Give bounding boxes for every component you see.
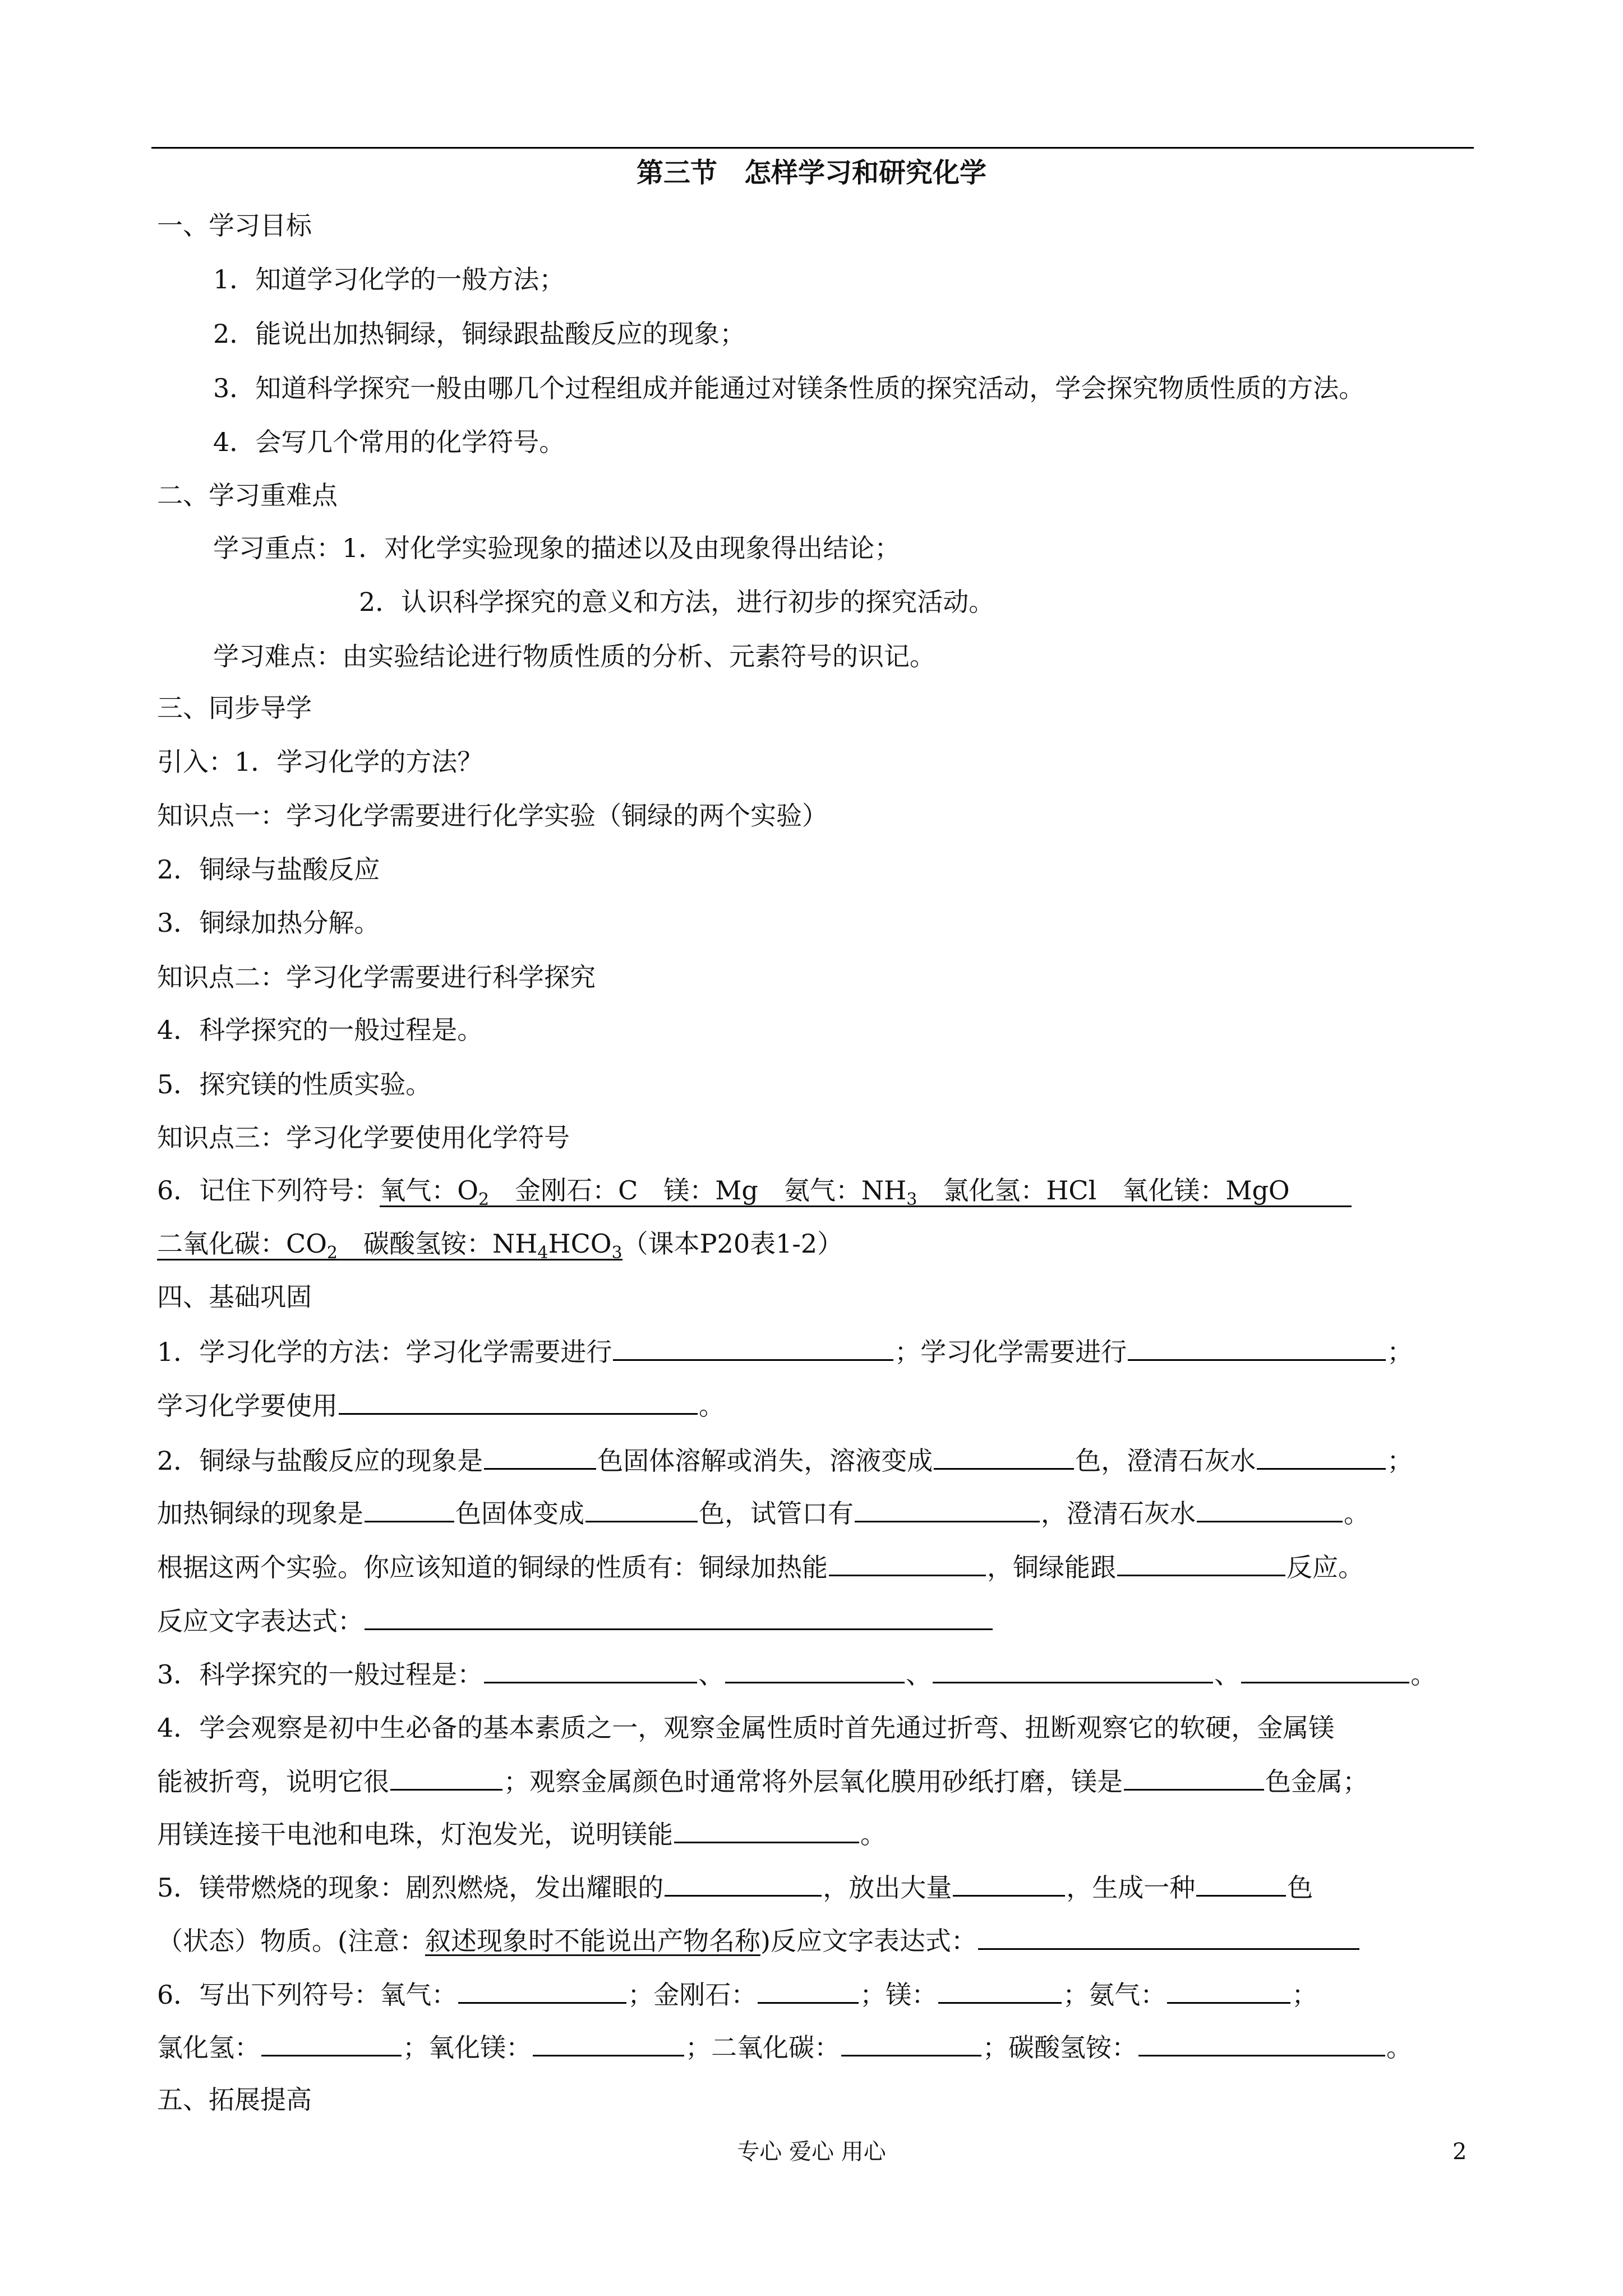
q1-text: ；学习化学需要进行 (895, 1337, 1127, 1367)
key-point-1: 学习重点：1．对化学实验现象的描述以及由现象得出结论； (213, 533, 901, 563)
answer-blank[interactable] (674, 1819, 859, 1843)
answer-blank[interactable] (1117, 1552, 1285, 1576)
guide-line-1: 引入：1．学习化学的方法？ (157, 747, 483, 777)
goal-item-2: 2．能说出加热铜绿，铜绿跟盐酸反应的现象； (213, 319, 746, 349)
q5-text: ，生成一种 (1066, 1872, 1196, 1903)
q6-text: ；金刚石： (628, 1980, 757, 2010)
q5-text: 色 (1287, 1872, 1313, 1903)
goal-item-1: 1．知道学习化学的一般方法； (213, 264, 565, 295)
symbol-ammonia: 氨气：NH (783, 1175, 907, 1205)
question-4-line-1: 4．学会观察是初中生必备的基本素质之一，观察金属性质时首先通过折弯、扭断观察它的软硬，金属镁 (157, 1713, 1335, 1743)
answer-blank[interactable] (933, 1659, 1213, 1683)
answer-blank[interactable] (1257, 1446, 1386, 1470)
q6-text: ； (1292, 1980, 1318, 2010)
symbols-underlined-1 (380, 1175, 1351, 1207)
q5-text: ，放出大量 (823, 1872, 952, 1903)
q6-text: ；二氧化碳： (685, 2032, 840, 2063)
question-2-line-4 (157, 1604, 994, 1638)
q2-text: ，澄清石灰水 (1041, 1498, 1196, 1529)
symbols-underlined-2 (157, 1228, 623, 1263)
heading-learning-goals: 一、学习目标 (157, 210, 312, 241)
guide-line-5: 知识点二：学习化学需要进行科学探究 (157, 962, 596, 992)
q2-text: 色，澄清石灰水 (1075, 1446, 1256, 1476)
question-4-line-2 (157, 1765, 1368, 1798)
q4-text: ；观察金属颜色时通常将外层氧化膜用砂纸打磨，镁是 (504, 1766, 1123, 1797)
answer-blank[interactable] (938, 1980, 1062, 2004)
answer-blank[interactable] (390, 1766, 502, 1791)
q4-text: 。 (860, 1819, 886, 1849)
heading-extension: 五、拓展提高 (157, 2085, 312, 2115)
q1-text: 1．学习化学的方法：学习化学需要进行 (157, 1337, 612, 1367)
symbol-oxygen: 氧气：O (380, 1175, 478, 1205)
q2-text: 反应。 (1287, 1552, 1364, 1582)
q2-text: ； (1387, 1446, 1413, 1476)
header-rule (151, 147, 1474, 149)
question-2-line-1 (157, 1444, 1413, 1478)
q3-text: 。 (1410, 1659, 1437, 1690)
answer-blank[interactable] (841, 2032, 981, 2056)
symbol-ammonium-bicarbonate: 碳酸氢铵：NH (363, 1228, 538, 1259)
question-4-line-3 (157, 1818, 886, 1851)
q2-text: 色，试管口有 (699, 1498, 854, 1529)
symbols-prefix: 6．记住下列符号： (157, 1175, 380, 1205)
symbol-hydrogen-chloride: 氯化氢：HCl (943, 1175, 1097, 1205)
goal-item-4: 4．会写几个常用的化学符号。 (213, 427, 565, 457)
question-2-line-3 (157, 1550, 1364, 1584)
subscript: 2 (478, 1190, 490, 1209)
question-2-line-2 (157, 1497, 1370, 1530)
q2-text: 色固体溶解或消失，溶液变成 (597, 1446, 933, 1476)
answer-blank[interactable] (365, 1606, 993, 1630)
answer-blank[interactable] (613, 1337, 893, 1361)
question-5-line-1 (157, 1871, 1313, 1904)
answer-blank[interactable] (953, 1872, 1065, 1897)
key-point-2: 2．认识科学探究的意义和方法，进行初步的探究活动。 (359, 587, 995, 617)
textbook-note: （课本P20表1-2） (622, 1228, 843, 1259)
question-1-line-1 (157, 1335, 1413, 1369)
answer-blank[interactable] (484, 1446, 596, 1470)
q6-text: 6．写出下列符号：氧气： (157, 1980, 458, 2010)
heading-sync-guide: 三、同步导学 (157, 693, 312, 723)
q2-text: 加热铜绿的现象是 (157, 1498, 363, 1529)
subscript: 2 (326, 1243, 338, 1263)
answer-blank[interactable] (1197, 1498, 1343, 1522)
q4-text: 色金属； (1265, 1766, 1368, 1797)
answer-blank[interactable] (484, 1659, 697, 1683)
symbol-carbon-dioxide: 二氧化碳：CO (157, 1228, 327, 1259)
answer-blank[interactable] (458, 1980, 626, 2004)
answer-blank[interactable] (1241, 1659, 1409, 1683)
answer-blank[interactable] (829, 1552, 986, 1576)
guide-line-4: 3．铜绿加热分解。 (157, 908, 380, 938)
q2-text: 2．铜绿与盐酸反应的现象是 (157, 1446, 483, 1476)
q6-text: ；镁： (860, 1980, 938, 2010)
answer-blank[interactable] (365, 1498, 454, 1522)
q2-text: 反应文字表达式： (157, 1606, 363, 1636)
difficulty-point: 学习难点：由实验结论进行物质性质的分析、元素符号的识记。 (213, 641, 935, 671)
q5-text: （状态）物质。(注意： (157, 1926, 425, 1956)
q6-text: 氯化氢： (157, 2032, 260, 2063)
question-5-line-2 (157, 1924, 1361, 1958)
section-title: 第三节 怎样学习和研究化学 (636, 157, 986, 188)
question-3 (157, 1658, 1436, 1691)
subscript: 3 (611, 1243, 623, 1263)
q3-text: 、 (698, 1659, 725, 1690)
guide-line-8: 知识点三：学习化学要使用化学符号 (157, 1122, 570, 1153)
answer-blank[interactable] (339, 1391, 698, 1415)
q1-text: 学习化学要使用 (157, 1391, 338, 1421)
q2-text: ，铜绿能跟 (987, 1552, 1116, 1582)
answer-blank[interactable] (1196, 1872, 1286, 1897)
subscript: 4 (537, 1243, 548, 1263)
answer-blank[interactable] (758, 1980, 859, 2004)
q5-text: )反应文字表达式： (760, 1926, 977, 1956)
answer-blank[interactable] (978, 1926, 1359, 1950)
heading-basics: 四、基础巩固 (157, 1282, 312, 1312)
answer-blank[interactable] (1128, 1337, 1386, 1361)
answer-blank[interactable] (725, 1659, 905, 1683)
guide-line-7: 5．探究镁的性质实验。 (157, 1069, 432, 1099)
symbol-diamond: 金刚石：C (515, 1175, 638, 1205)
q2-text: 。 (1344, 1498, 1370, 1529)
answer-blank[interactable] (934, 1446, 1074, 1470)
symbol-magnesium: 镁：Mg (663, 1175, 758, 1205)
symbol-magnesium-oxide: 氧化镁：MgO (1122, 1175, 1290, 1205)
answer-blank[interactable] (533, 2032, 684, 2056)
answer-blank[interactable] (1138, 2032, 1385, 2056)
symbol-bicarbonate: HCO (548, 1228, 612, 1259)
q2-text: 根据这两个实验。你应该知道的铜绿的性质有：铜绿加热能 (157, 1552, 828, 1582)
question-1-line-2 (157, 1389, 725, 1423)
guide-line-2: 知识点一：学习化学需要进行化学实验（铜绿的两个实验） (157, 800, 828, 831)
symbols-line-1 (157, 1174, 1352, 1207)
answer-blank[interactable] (1167, 1980, 1290, 2004)
q3-text: 、 (906, 1659, 932, 1690)
q1-text: 。 (699, 1391, 725, 1421)
question-6-line-2 (157, 2031, 1412, 2064)
q4-text: 用镁连接干电池和电珠，灯泡发光，说明镁能 (157, 1819, 673, 1849)
guide-line-3: 2．铜绿与盐酸反应 (157, 854, 380, 885)
q2-text: 色固体变成 (455, 1498, 584, 1529)
page-number: 2 (1453, 2139, 1467, 2165)
q4-text: 能被折弯，说明它很 (157, 1766, 389, 1797)
q6-text: ；氨气： (1063, 1980, 1166, 2010)
goal-item-3: 3．知道科学探究一般由哪几个过程组成并能通过对镁条性质的探究活动，学会探究物质性质的方法。 (213, 373, 1365, 403)
page-footer: 专心 爱心 用心 (737, 2139, 886, 2165)
q3-text: 3．科学探究的一般过程是： (157, 1659, 483, 1690)
q5-text: 5．镁带燃烧的现象：剧烈燃烧，发出耀眼的 (157, 1872, 664, 1903)
q6-text: ；碳酸氢铵： (983, 2032, 1137, 2063)
subscript: 3 (906, 1190, 917, 1209)
answer-blank[interactable] (1124, 1766, 1264, 1791)
answer-blank[interactable] (585, 1498, 698, 1522)
q5-underlined-note: 叙述现象时不能说出产物名称 (425, 1926, 760, 1956)
answer-blank[interactable] (855, 1498, 1040, 1522)
q3-text: 、 (1214, 1659, 1241, 1690)
guide-line-6: 4．科学探究的一般过程是。 (157, 1015, 483, 1045)
heading-key-points: 二、学习重难点 (157, 480, 338, 510)
symbols-line-2 (157, 1227, 843, 1263)
question-6-line-1 (157, 1978, 1317, 2012)
q6-text: ；氧化镁： (403, 2032, 532, 2063)
q6-text: 。 (1386, 2032, 1412, 2063)
answer-blank[interactable] (665, 1872, 822, 1897)
answer-blank[interactable] (261, 2032, 402, 2056)
q1-text: ； (1387, 1337, 1413, 1367)
